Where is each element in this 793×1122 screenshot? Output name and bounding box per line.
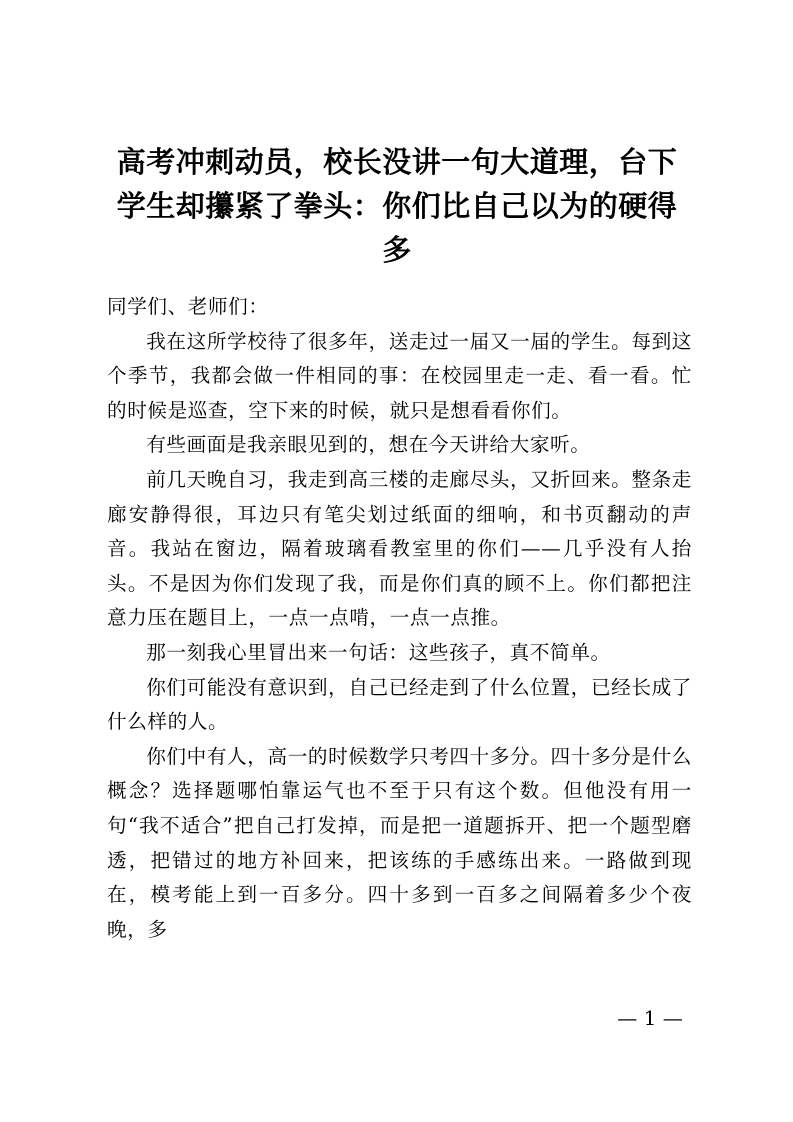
document-body [107,290,692,947]
page-number: — 1 — [617,1006,683,1030]
document-title: 高考冲刺动员，校长没讲一句大道理，台下学生却攥紧了拳头：你们比自己以为的硬得多 [116,145,678,267]
paragraph: 前几天晚自习，我走到高三楼的走廊尽头，又折回来。整条走廊安静得很，耳边只有笔尖划过纸面的细响，和书页翻动的声音。我站在窗边，隔着玻璃看教室里的你们——几乎没有人抬头。不是因为你们发现了我，而是你们真的顾不上。你们都把注意力压在题目上，一点一点啃，一点一点推。 [107,467,692,630]
salutation: 同学们、老师们： [107,295,269,318]
paragraph: 你们可能没有意识到，自己已经走到了什么位置，已经长成了什么样的人。 [107,675,692,734]
paragraph: 有些画面是我亲眼见到的，想在今天讲给大家听。 [146,433,591,457]
paragraph: 我在这所学校待了很多年，送走过一届又一届的学生。每到这个季节，我都会做一件相同的事：在校园里走一走、看一看。忙的时候是巡查，空下来的时候，就只是想看看你们。 [107,329,692,422]
paragraph: 那一刻我心里冒出来一句话：这些孩子，真不简单。 [146,640,611,664]
paragraph: 你们中有人，高一的时候数学只考四十多分。四十多分是什么概念？选择题哪怕靠运气也不至于只有这个数。但他没有用一句“我不适合”把自己打发掉，而是把一道题拆开、把一个题型磨透，把错过的地方补回来，把该练的手感练出来。一路做到现在，模考能上到一百多分。四十多到一百多之间隔着多少个夜晚，多 [107,744,692,941]
